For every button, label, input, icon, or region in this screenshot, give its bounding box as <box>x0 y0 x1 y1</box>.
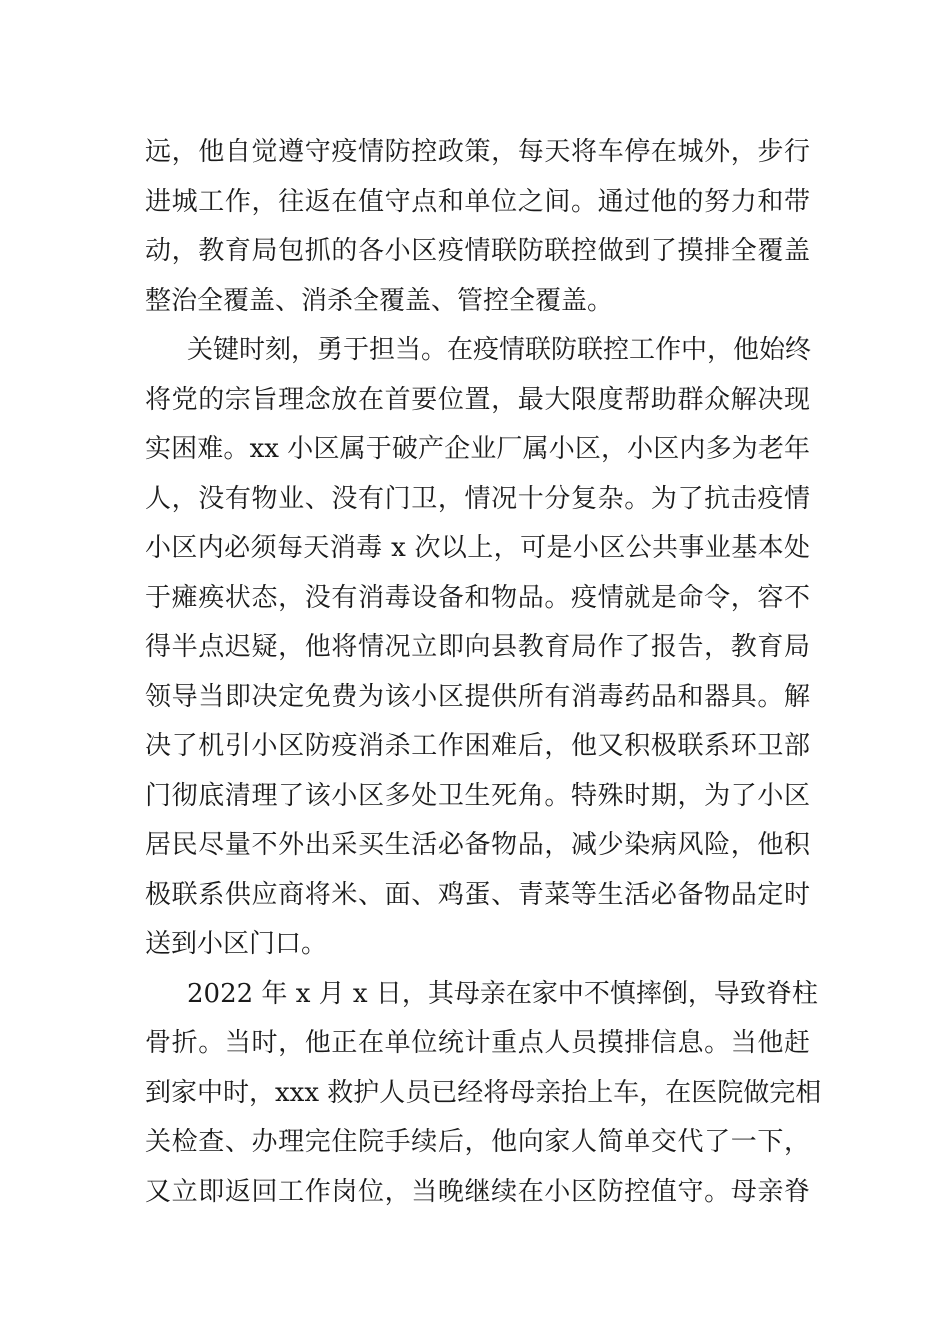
text-line: 小区内必须每天消毒 x 次以上，可是小区公共事业基本处 <box>145 533 810 563</box>
text-line: 进城工作，往返在值守点和单位之间。通过他的努力和带 <box>145 186 810 217</box>
text-line: 极联系供应商将米、面、鸡蛋、青菜等生活必备物品定时 <box>145 879 810 910</box>
text-line: 到家中时，xxx 救护人员已经将母亲抬上车，在医院做完相 <box>145 1077 822 1108</box>
text-line: 整治全覆盖、消杀全覆盖、管控全覆盖。 <box>145 285 614 316</box>
text-line: 将党的宗旨理念放在首要位置，最大限度帮助群众解决现 <box>145 384 810 415</box>
text-line: 关检查、办理完住院手续后，他向家人简单交代了一下， <box>145 1127 810 1157</box>
text-line: 远，他自觉遵守疫情防控政策，每天将车停在城外，步行 <box>145 137 810 167</box>
document-body <box>145 128 822 1217</box>
text-line: 门彻底清理了该小区多处卫生死角。特殊时期，为了小区 <box>145 780 810 811</box>
text-line: 于瘫痪状态，没有消毒设备和物品。疫情就是命令，容不 <box>145 582 810 613</box>
text-line: 实困难。xx 小区属于破产企业厂属小区，小区内多为老年 <box>145 434 810 464</box>
text-line: 2022 年 x 月 x 日，其母亲在家中不慎摔倒，导致脊柱 <box>187 978 818 1009</box>
text-line: 人，没有物业、没有门卫，情况十分复杂。为了抗击疫情 <box>145 483 810 514</box>
text-line: 领导当即决定免费为该小区提供所有消毒药品和器具。解 <box>145 681 810 712</box>
text-line: 又立即返回工作岗位，当晚继续在小区防控值守。母亲脊 <box>145 1176 810 1207</box>
text-line: 得半点迟疑，他将情况立即向县教育局作了报告，教育局 <box>145 632 810 662</box>
text-line: 送到小区门口。 <box>145 929 328 959</box>
text-line: 骨折。当时，他正在单位统计重点人员摸排信息。当他赶 <box>145 1028 810 1058</box>
text-line: 居民尽量不外出采买生活必备物品，减少染病风险，他积 <box>145 830 810 860</box>
text-line: 关键时刻，勇于担当。在疫情联防联控工作中，他始终 <box>187 335 812 365</box>
text-line: 动，教育局包抓的各小区疫情联防联控做到了摸排全覆盖 <box>145 236 810 266</box>
text-line: 决了机引小区防疫消杀工作困难后，他又积极联系环卫部 <box>145 731 810 761</box>
